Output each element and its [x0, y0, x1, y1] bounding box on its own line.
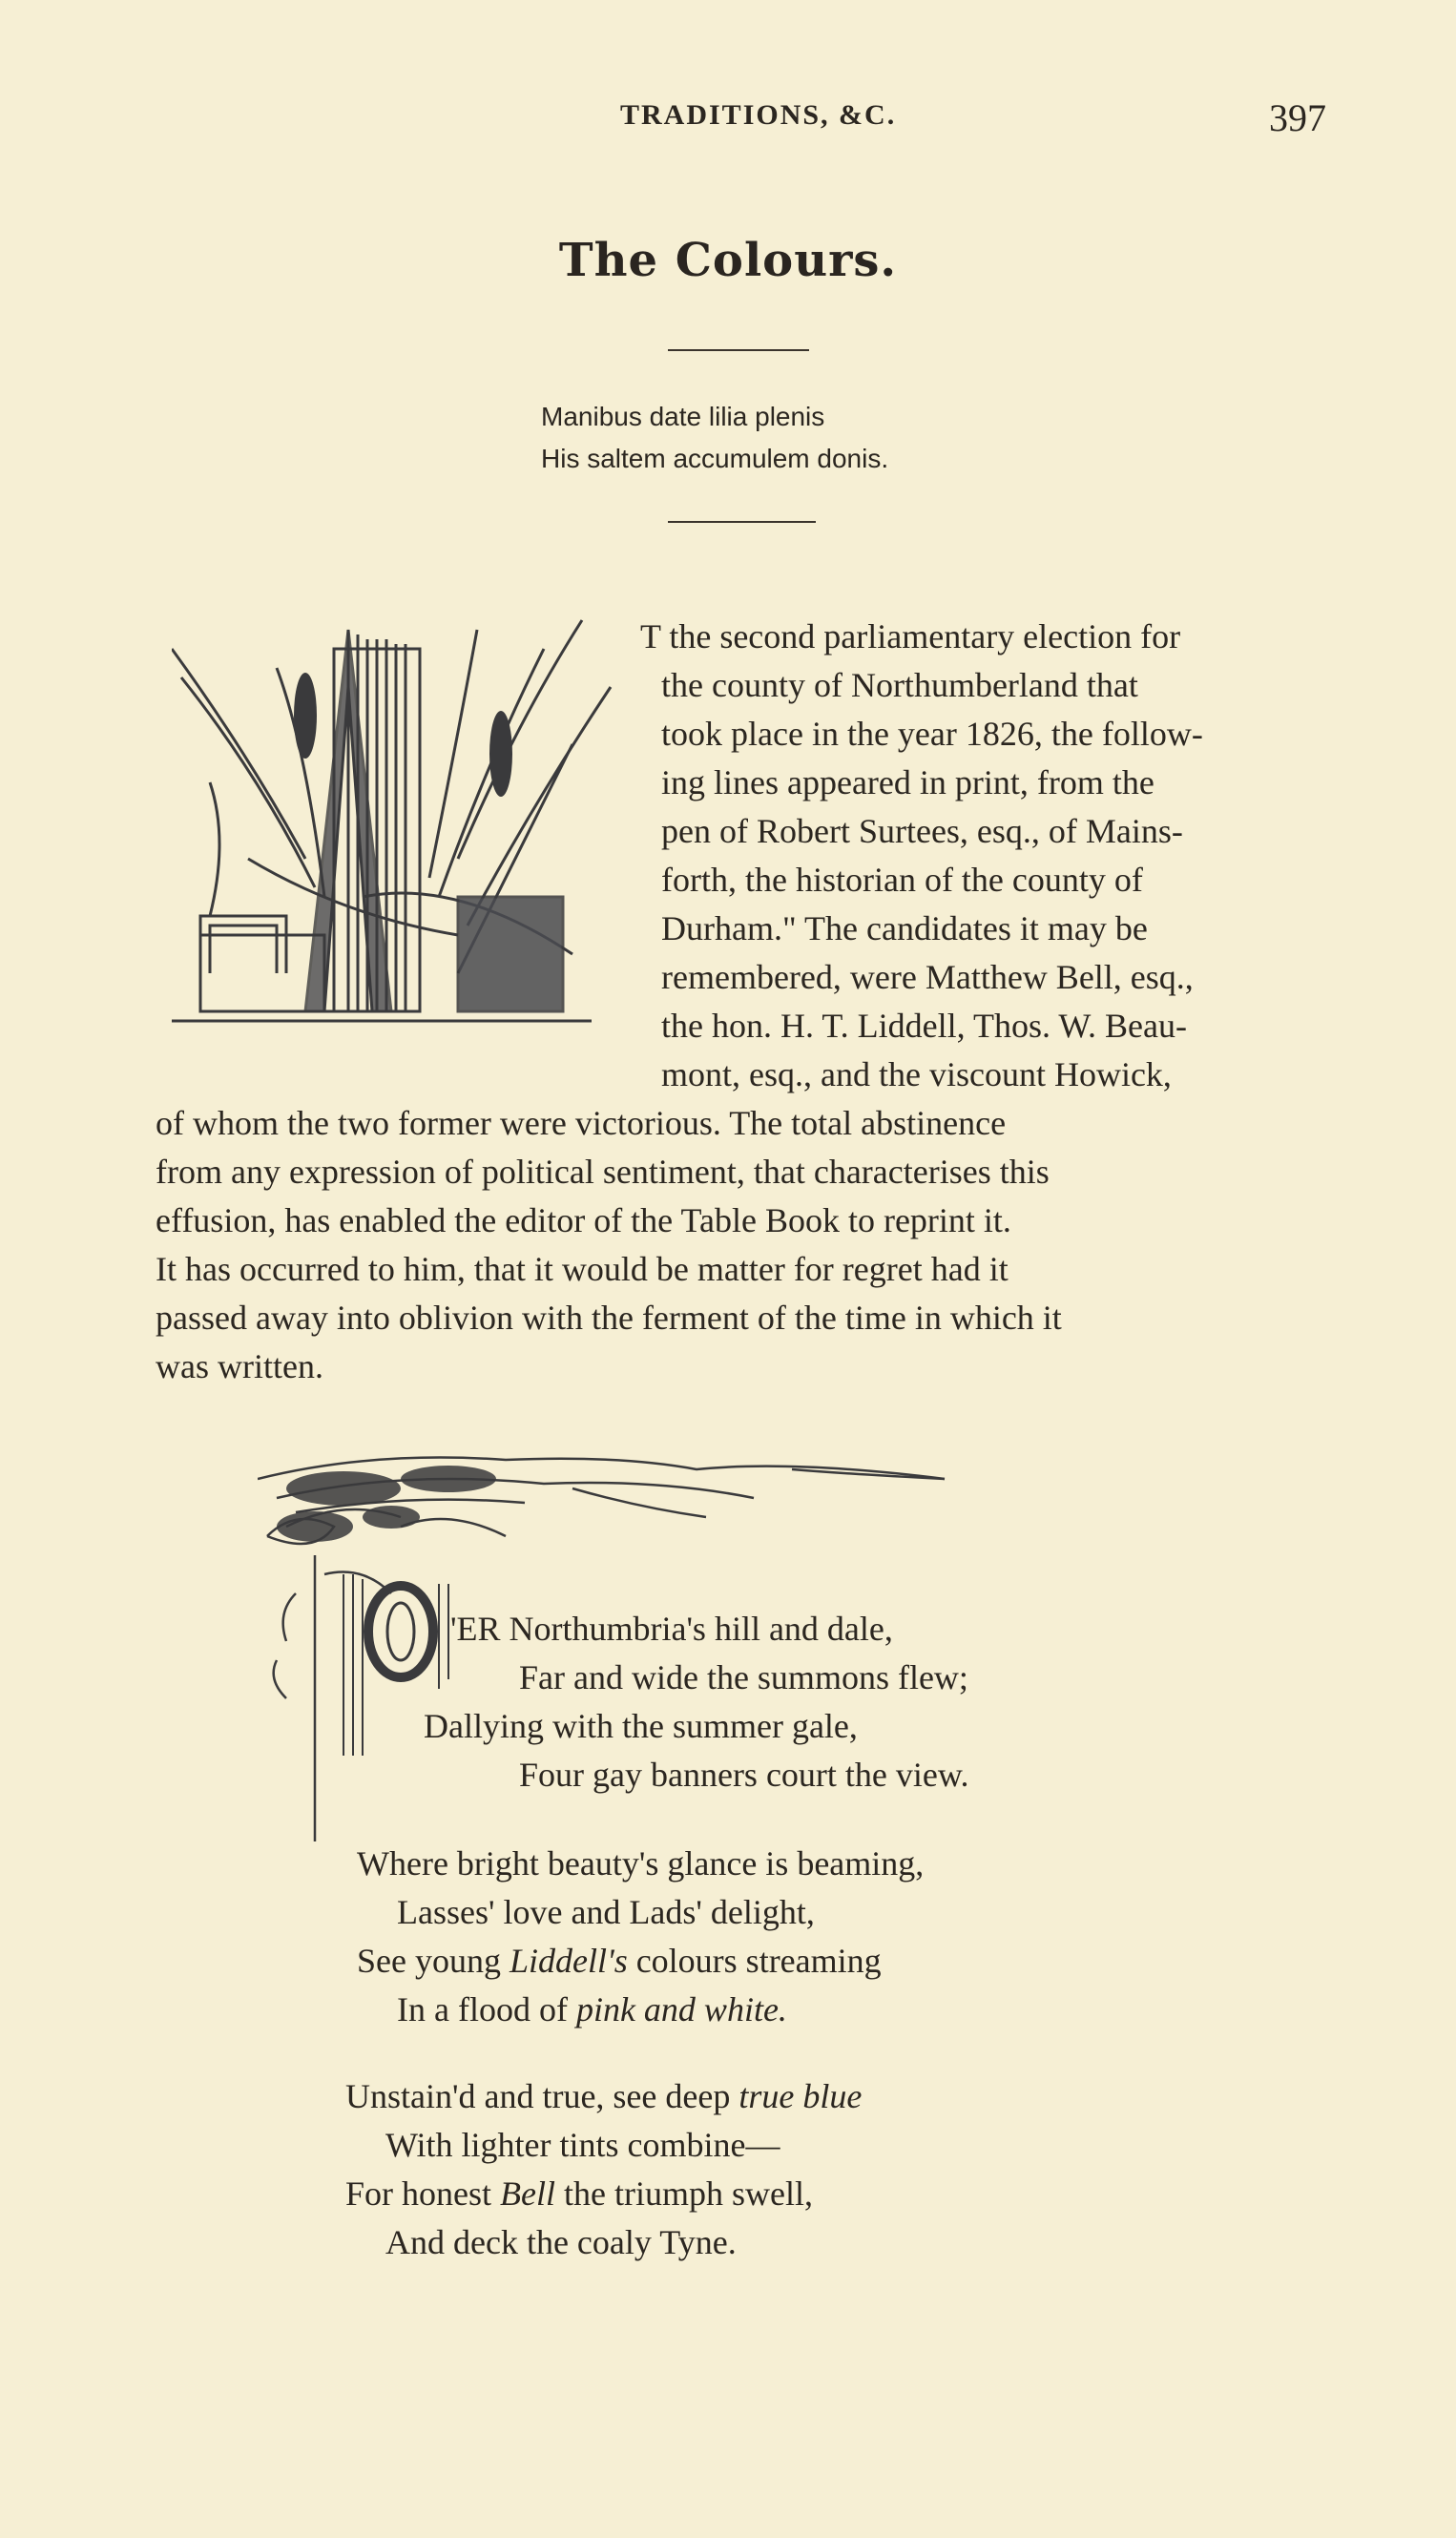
poem-line: Four gay banners court the view.: [519, 1756, 969, 1794]
prose-line: of whom the two former were victorious. The total abstinence: [156, 1104, 1007, 1142]
motto-line-1: Manibus date lilia plenis: [541, 402, 825, 431]
motto-rule: [668, 521, 816, 523]
poem-line: Unstain'd and true, see deep true blue: [345, 2077, 863, 2115]
poem-line: Where bright beauty's glance is beaming,: [357, 1844, 925, 1883]
prose-line: T the second parliamentary election for: [640, 617, 1181, 655]
prose-line: the hon. H. T. Liddell, Thos. W. Beau-: [661, 1007, 1187, 1045]
poem-line: In a flood of pink and white.: [397, 1990, 787, 2028]
page-number: 397: [1269, 96, 1326, 139]
prose-line: remembered, were Matthew Bell, esq.,: [661, 958, 1194, 996]
poem-stanza-1: [424, 1605, 969, 1799]
prose-line: Durham." The candidates it may be: [661, 909, 1148, 947]
prose-line: mont, esq., and the viscount Howick,: [661, 1055, 1172, 1093]
running-head: [0, 95, 1456, 143]
motto-line-2: His saltem accumulem donis.: [541, 444, 889, 473]
prose-line: took place in the year 1826, the follow-: [661, 715, 1203, 753]
prose-line: effusion, has enabled the editor of the Table Book to reprint it.: [156, 1201, 1011, 1239]
poem-line: For honest Bell the triumph swell,: [345, 2174, 813, 2213]
chapter-title: The Colours.: [558, 234, 898, 287]
prose-line: ing lines appeared in print, from the: [661, 763, 1154, 801]
running-head-title: TRADITIONS, &C.: [620, 99, 897, 131]
prose-line: forth, the historian of the county of: [661, 861, 1143, 899]
poem-line: Dallying with the summer gale,: [424, 1707, 858, 1745]
poem-line: Lasses' love and Lads' delight,: [397, 1893, 815, 1931]
poem-stanza-3: [345, 2072, 862, 2267]
prose-line: was written.: [156, 1347, 323, 1385]
prose-line: It has occurred to him, that it would be matter for regret had it: [156, 1250, 1009, 1288]
poem-line: And deck the coaly Tyne.: [385, 2223, 737, 2261]
poem-line: See young Liddell's colours streaming: [357, 1942, 882, 1980]
latin-motto: [541, 396, 888, 480]
poem-line: With lighter tints combine—: [385, 2126, 780, 2164]
title-rule: [668, 349, 809, 351]
poem-stanza-2: [357, 1840, 924, 2034]
prose-line: passed away into oblivion with the ferment of the time in which it: [156, 1299, 1062, 1337]
prose-line: pen of Robert Surtees, esq., of Mains-: [661, 812, 1183, 850]
poem-line: Far and wide the summons flew;: [519, 1658, 968, 1696]
prose-line: from any expression of political sentiment, that characterises this: [156, 1153, 1050, 1191]
poem-line: 'ER Northumbria's hill and dale,: [450, 1610, 893, 1648]
prose-line: the county of Northumberland that: [661, 666, 1138, 704]
intro-paragraph: [156, 613, 1339, 1391]
